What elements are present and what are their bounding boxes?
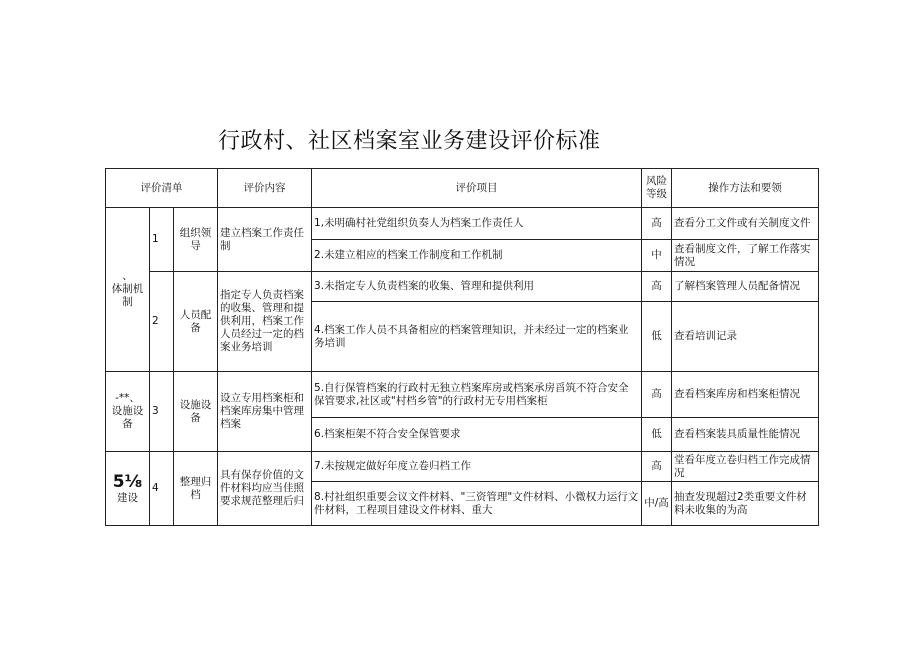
item-cell: 2.未建立相应的档案工作制度和工作机制 [312, 240, 642, 272]
method-cell: 查看制度文件，了解工作落实情况 [672, 240, 819, 272]
content-cell: 建立档案工作责任制 [218, 208, 312, 272]
category-cell [106, 452, 150, 526]
group-number: 3 [150, 372, 174, 452]
category-mark: 、 [122, 270, 133, 282]
content-cell: 具有保存价值的文件材料均应当佳照要求规范整理后归 [218, 452, 312, 526]
group-number: 1 [150, 208, 174, 272]
category-cell [106, 372, 150, 452]
category-mark: -**、 [115, 392, 140, 404]
item-cell: 6.档案柜架不符合安全保管要求 [312, 418, 642, 452]
risk-cell: 高 [642, 208, 672, 240]
group-number: 2 [150, 272, 174, 372]
method-cell: 查看档案装具质量性能情况 [672, 418, 819, 452]
item-cell: 1,未明确村社党组织负奏人为档案工作责任人 [312, 208, 642, 240]
risk-cell: 高 [642, 372, 672, 418]
table-row [106, 452, 819, 482]
header-method: 操作方法和要领 [672, 169, 819, 208]
header-checklist: 评价清单 [106, 169, 218, 208]
risk-cell: 中 [642, 240, 672, 272]
category-cell [106, 208, 150, 372]
method-cell: 查看档案库房和档案柜情况 [672, 372, 819, 418]
category-label: 建设 [117, 492, 138, 504]
content-cell: 设立专用档案柜和档案库房集中管理档案 [218, 372, 312, 452]
risk-cell: 高 [642, 452, 672, 482]
group-name: 设施设备 [174, 372, 218, 452]
category-label: 体制机制 [111, 283, 144, 308]
risk-cell: 低 [642, 418, 672, 452]
group-number: 4 [150, 452, 174, 526]
header-content: 评价内容 [218, 169, 312, 208]
item-cell: 7.未按规定做好年度立卷归档工作 [312, 452, 642, 482]
table-row [106, 272, 819, 302]
category-label: 设施设备 [111, 405, 144, 430]
method-cell: 堂看年度立卷归档工作完成情况 [672, 452, 819, 482]
item-cell: 5.自行保管档案的行政村无独立档案库房或档案承房㸓筑不符合安全保管要求,社区或"村档乡管"的行政村无专用档案柜 [312, 372, 642, 418]
group-name: 整理归档 [174, 452, 218, 526]
evaluation-table [105, 168, 819, 526]
method-cell: 抽查发现超过2类重要文件材料未收集的为高 [672, 482, 819, 526]
item-cell: 4.档案工作人员不具备相应的档案管理知识，并未经过一定的档案业务培训 [312, 302, 642, 372]
header-row [106, 169, 819, 208]
table-row [106, 372, 819, 418]
method-cell: 查看培训记录 [672, 302, 819, 372]
risk-cell: 高 [642, 272, 672, 302]
group-name: 人员配备 [174, 272, 218, 372]
method-cell: 了解档案管理人员配备情况 [672, 272, 819, 302]
item-cell: 3.未指定专人负责档案的收集、管理和提供利用 [312, 272, 642, 302]
item-cell: 8.村社组织重要会议文件材料、"三资管理"文件材料、小微权力运行文件材料，工程项目建设文件材料、重大 [312, 482, 642, 526]
header-risk: 风险等级 [642, 169, 672, 208]
risk-cell: 中/高 [642, 482, 672, 526]
risk-cell: 低 [642, 302, 672, 372]
content-cell: 指定专人负责档案的收集、管理和提供利用，档案工作人员经过一定的档案业务培训 [218, 272, 312, 372]
page-title: 行政村、社区档案室业务建设评价标准 [218, 129, 601, 154]
method-cell: 查看分工文件或有关制度文件 [672, 208, 819, 240]
table-row [106, 208, 819, 240]
header-items: 评价项目 [312, 169, 642, 208]
group-name: 组织领导 [174, 208, 218, 272]
category-mark: 5⅛ [112, 472, 143, 492]
